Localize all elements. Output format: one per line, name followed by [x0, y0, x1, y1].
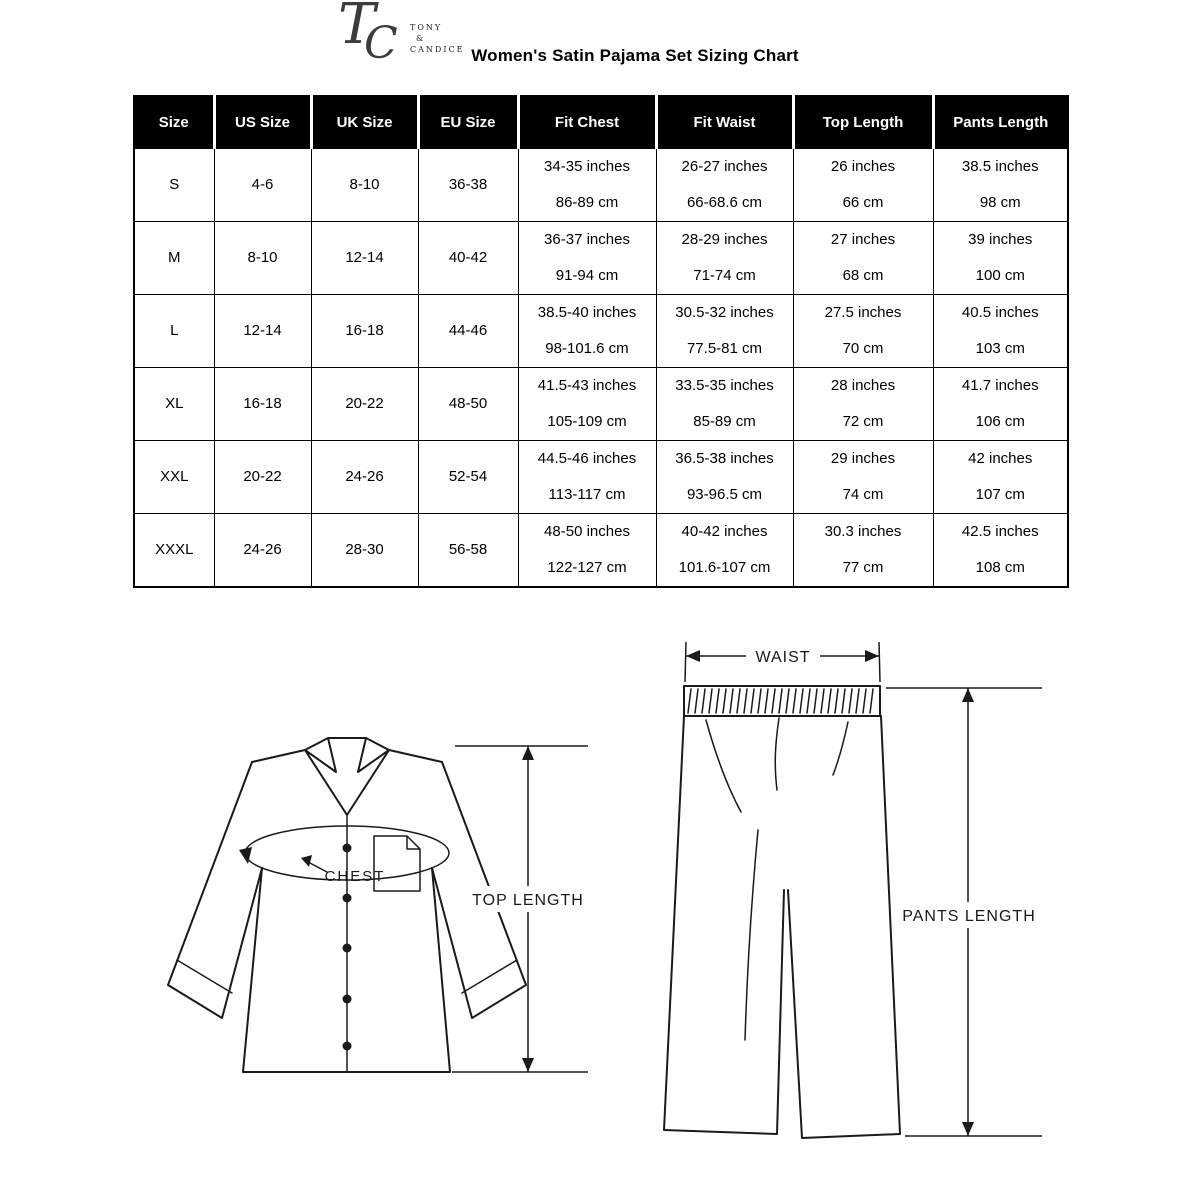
measurement-line: 98 cm [979, 193, 1021, 211]
measurement-line: 36.5-38 inches [675, 449, 774, 467]
us-size-cell: 16-18 [214, 367, 311, 440]
measurement-line: 77.5-81 cm [686, 339, 763, 357]
page-title: Women's Satin Pajama Set Sizing Chart [471, 46, 799, 65]
size-row-xxxl [134, 513, 1068, 587]
chest-label: CHEST [324, 868, 386, 885]
top-length-cell [793, 294, 933, 367]
fit-waist-cell [656, 513, 793, 587]
pajama-top-drawing [168, 738, 596, 1072]
eu-size-cell: 40-42 [418, 221, 518, 294]
top-length-arrow-down [522, 1058, 534, 1072]
measurement-line: 122-127 cm [547, 558, 627, 576]
shirt-right-shoulder [389, 750, 442, 762]
uk-size-cell: 8-10 [311, 148, 418, 221]
waist-label: WAIST [755, 649, 811, 666]
column-header-eu-size: EU Size [418, 96, 518, 148]
measurement-line: 44.5-46 inches [537, 449, 637, 467]
measurement-line: 30.5-32 inches [675, 303, 774, 321]
measurement-line: 101.6-107 cm [678, 558, 771, 576]
measurement-line: 27.5 inches [824, 303, 902, 321]
size-cell: XXXL [134, 513, 214, 587]
us-size-cell: 8-10 [214, 221, 311, 294]
size-cell: L [134, 294, 214, 367]
column-header-fit-chest: Fit Chest [518, 96, 656, 148]
brand-ampersand: & [416, 34, 426, 43]
eu-size-cell: 44-46 [418, 294, 518, 367]
measurement-line: 36-37 inches [544, 230, 630, 248]
column-header-size: Size [134, 96, 214, 148]
shirt-button [343, 944, 352, 953]
eu-size-cell: 56-58 [418, 513, 518, 587]
us-size-cell: 20-22 [214, 440, 311, 513]
measurement-line: 68 cm [842, 266, 884, 284]
pants-right-pocket-curve [833, 722, 848, 775]
measurement-line: 107 cm [975, 485, 1025, 503]
brand-name-top: TONY [410, 23, 443, 32]
brand-monogram-t: T [338, 0, 376, 57]
measurement-line: 26-27 inches [681, 157, 768, 175]
column-header-fit-waist: Fit Waist [656, 96, 793, 148]
pants-length-cell [933, 367, 1068, 440]
measurement-line: 28-29 inches [681, 230, 768, 248]
brand-monogram-c: C [364, 18, 398, 69]
size-cell: XL [134, 367, 214, 440]
fit-chest-cell [518, 367, 656, 440]
measurement-line: 66 cm [842, 193, 884, 211]
shirt-button [343, 844, 352, 853]
column-header-uk-size: UK Size [311, 96, 418, 148]
pants-left-pocket-curve [706, 720, 741, 812]
measurement-line: 106 cm [975, 412, 1025, 430]
waistband-elastic-hatch [688, 689, 873, 713]
measurement-line: 93-96.5 cm [686, 485, 763, 503]
shirt-button [343, 1042, 352, 1051]
measurement-line: 71-74 cm [693, 266, 756, 284]
measurement-line: 103 cm [975, 339, 1025, 357]
measurement-line: 98-101.6 cm [545, 339, 629, 357]
measurement-line: 34-35 inches [544, 157, 630, 175]
shirt-button [343, 894, 352, 903]
pajama-pants-drawing [664, 642, 1044, 1138]
size-cell: S [134, 148, 214, 221]
measurement-line: 100 cm [975, 266, 1025, 284]
size-cell: M [134, 221, 214, 294]
size-cell: XXL [134, 440, 214, 513]
size-row-l [134, 294, 1068, 367]
brand-name-bottom: CANDICE [410, 45, 465, 54]
pants-length-cell [933, 294, 1068, 367]
pants-length-arrow-down [962, 1122, 974, 1136]
top-length-cell [793, 440, 933, 513]
pants-fly-curve [775, 718, 779, 790]
pants-length-cell [933, 513, 1068, 587]
shirt-left-shoulder [252, 750, 305, 762]
fit-waist-cell [656, 221, 793, 294]
shirt-left-cuff [177, 960, 232, 993]
uk-size-cell: 12-14 [311, 221, 418, 294]
measurement-line: 70 cm [842, 339, 884, 357]
fit-chest-cell [518, 148, 656, 221]
measurement-line: 105-109 cm [547, 412, 627, 430]
size-row-xl [134, 367, 1068, 440]
measurement-line: 30.3 inches [824, 522, 902, 540]
measurement-line: 29 inches [830, 449, 896, 467]
measurement-line: 38.5 inches [961, 157, 1039, 175]
chest-pointer-arrowhead [301, 855, 312, 867]
fit-waist-cell [656, 367, 793, 440]
eu-size-cell: 48-50 [418, 367, 518, 440]
measurement-line: 40.5 inches [961, 303, 1039, 321]
top-length-label: TOP LENGTH [472, 892, 584, 909]
top-length-cell [793, 221, 933, 294]
top-length-cell [793, 513, 933, 587]
top-length-arrow-up [522, 746, 534, 760]
top-length-cell [793, 148, 933, 221]
fit-waist-cell [656, 294, 793, 367]
measurement-line: 66-68.6 cm [686, 193, 763, 211]
fit-chest-cell [518, 440, 656, 513]
fit-chest-cell [518, 513, 656, 587]
measurement-line: 91-94 cm [555, 266, 619, 284]
measurement-line: 40-42 inches [681, 522, 768, 540]
measurement-line: 86-89 cm [555, 193, 619, 211]
waist-extension-right [879, 642, 880, 682]
table-header-row [134, 96, 1068, 148]
measurement-line: 41.5-43 inches [537, 376, 637, 394]
fit-waist-cell [656, 440, 793, 513]
us-size-cell: 24-26 [214, 513, 311, 587]
size-row-xxl [134, 440, 1068, 513]
pants-outline [664, 716, 900, 1138]
measurement-line: 42 inches [968, 449, 1033, 467]
measurement-line: 28 inches [830, 376, 896, 394]
top-length-cell [793, 367, 933, 440]
pants-length-cell [933, 440, 1068, 513]
pants-length-cell [933, 221, 1068, 294]
measurement-line: 74 cm [842, 485, 884, 503]
eu-size-cell: 52-54 [418, 440, 518, 513]
pants-length-arrow-up [962, 688, 974, 702]
size-row-s [134, 148, 1068, 221]
measurement-line: 41.7 inches [961, 376, 1039, 394]
waist-arrow-left [686, 650, 700, 662]
column-header-us-size: US Size [214, 96, 311, 148]
measurement-line: 77 cm [842, 558, 884, 576]
us-size-cell: 12-14 [214, 294, 311, 367]
shirt-right-cuff [462, 960, 517, 993]
fit-chest-cell [518, 221, 656, 294]
measurement-line: 72 cm [842, 412, 884, 430]
fit-waist-cell [656, 148, 793, 221]
shirt-left-sleeve [168, 762, 262, 1018]
measurement-line: 108 cm [975, 558, 1025, 576]
measurement-line: 38.5-40 inches [537, 303, 637, 321]
uk-size-cell: 24-26 [311, 440, 418, 513]
measurement-line: 33.5-35 inches [675, 376, 774, 394]
measurement-line: 26 inches [830, 157, 896, 175]
size-diagrams [0, 600, 1200, 1200]
column-header-pants-length: Pants Length [933, 96, 1068, 148]
sizing-table [133, 95, 1069, 588]
column-header-top-length: Top Length [793, 96, 933, 148]
measurement-line: 85-89 cm [693, 412, 756, 430]
sizing-table-body [134, 148, 1068, 587]
measurement-line: 39 inches [968, 230, 1033, 248]
us-size-cell: 4-6 [214, 148, 311, 221]
shirt-button [343, 995, 352, 1004]
pants-length-cell [933, 148, 1068, 221]
measurement-line: 42.5 inches [961, 522, 1039, 540]
measurement-line: 113-117 cm [548, 485, 626, 503]
uk-size-cell: 28-30 [311, 513, 418, 587]
brand-logo [330, 0, 465, 80]
shirt-collar [305, 738, 389, 815]
size-row-m [134, 221, 1068, 294]
measurement-line: 48-50 inches [544, 522, 630, 540]
uk-size-cell: 20-22 [311, 367, 418, 440]
measurement-line: 27 inches [830, 230, 896, 248]
sizing-table-head [134, 96, 1068, 148]
waist-extension-left [685, 642, 686, 682]
eu-size-cell: 36-38 [418, 148, 518, 221]
waist-arrow-right [865, 650, 879, 662]
pants-left-leg-crease [745, 830, 758, 1040]
uk-size-cell: 16-18 [311, 294, 418, 367]
pants-length-label: PANTS LENGTH [902, 908, 1036, 925]
fit-chest-cell [518, 294, 656, 367]
